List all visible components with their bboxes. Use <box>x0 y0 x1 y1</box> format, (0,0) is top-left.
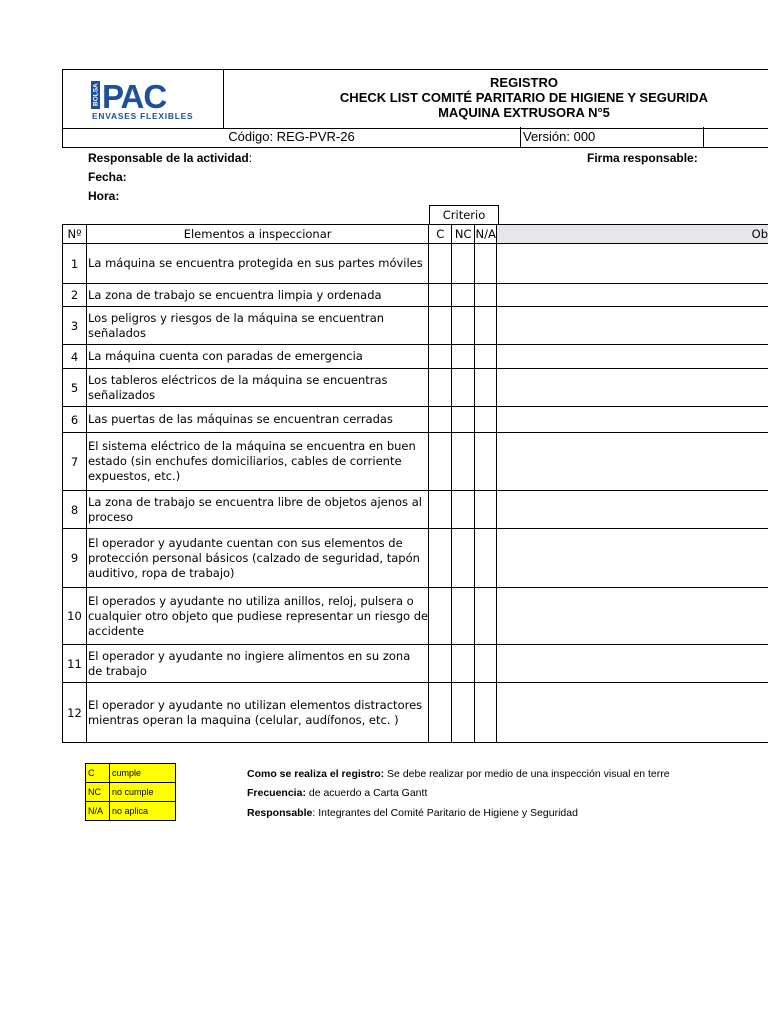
row-element: Las puertas de las máquinas se encuentran cerradas <box>86 407 428 433</box>
cell-obs[interactable] <box>497 683 768 743</box>
cell-na[interactable] <box>475 369 497 407</box>
row-number: 2 <box>63 284 87 307</box>
cell-obs[interactable] <box>497 645 768 683</box>
col-num-header: Nº <box>63 225 87 244</box>
cell-nc[interactable] <box>452 529 475 588</box>
note-como <box>247 768 670 780</box>
table-row <box>63 588 768 645</box>
cell-c[interactable] <box>429 645 452 683</box>
cell-nc[interactable] <box>452 491 475 529</box>
row-element: La zona de trabajo se encuentra limpia y ordenada <box>86 284 428 307</box>
row-element: El operador y ayudante no utilizan elementos distractores mientras operan la maquina (celular, audífonos, etc. ) <box>86 683 428 743</box>
note-como-label: Como se realiza el registro: <box>247 768 385 780</box>
legend-desc: cumple <box>110 764 176 783</box>
row-number: 11 <box>63 645 87 683</box>
pac-logo <box>91 81 211 121</box>
legend-code: NC <box>86 783 110 802</box>
cell-na[interactable] <box>475 645 497 683</box>
table-row <box>63 244 768 284</box>
cell-obs[interactable] <box>497 491 768 529</box>
code-version-row <box>62 127 768 148</box>
cell-na[interactable] <box>475 433 497 491</box>
note-frecuencia <box>247 787 427 799</box>
row-number: 1 <box>63 244 87 284</box>
col-elements-header: Elementos a inspeccionar <box>86 225 428 244</box>
cell-nc[interactable] <box>452 433 475 491</box>
legend-code: N/A <box>86 802 110 821</box>
legend-row <box>86 783 176 802</box>
cell-na[interactable] <box>475 588 497 645</box>
row-number: 3 <box>63 307 87 345</box>
table-header-row <box>63 225 768 244</box>
cell-nc[interactable] <box>452 645 475 683</box>
table-row <box>63 645 768 683</box>
logo-brand-text: PAC <box>102 81 167 115</box>
table-row <box>63 284 768 307</box>
row-number: 7 <box>63 433 87 491</box>
row-element: La máquina cuenta con paradas de emergencia <box>86 345 428 369</box>
row-number: 6 <box>63 407 87 433</box>
cell-obs[interactable] <box>497 307 768 345</box>
cell-obs[interactable] <box>497 244 768 284</box>
row-element: La zona de trabajo se encuentra libre de objetos ajenos al proceso <box>86 491 428 529</box>
cell-c[interactable] <box>429 345 452 369</box>
cell-na[interactable] <box>475 284 497 307</box>
cell-nc[interactable] <box>452 244 475 284</box>
legend-code: C <box>86 764 110 783</box>
cell-c[interactable] <box>429 491 452 529</box>
cell-nc[interactable] <box>452 407 475 433</box>
cell-obs[interactable] <box>497 284 768 307</box>
firma-label: Firma responsable: <box>587 151 698 165</box>
cell-obs[interactable] <box>497 433 768 491</box>
logo-tagline: ENVASES FLEXIBLES <box>92 111 194 121</box>
document-version: Versión: 000 <box>521 127 704 147</box>
cell-na[interactable] <box>475 244 497 284</box>
cell-na[interactable] <box>475 491 497 529</box>
table-row <box>63 369 768 407</box>
row-number: 10 <box>63 588 87 645</box>
title-registro: REGISTRO <box>490 75 558 90</box>
note-como-text: Se debe realizar por medio de una inspección visual en terre <box>384 768 670 780</box>
cell-na[interactable] <box>475 407 497 433</box>
legend-row <box>86 802 176 821</box>
cell-obs[interactable] <box>497 369 768 407</box>
responsable-label: Responsable de la actividad <box>88 151 249 165</box>
logo-vertical-text: BOLSA <box>92 83 100 106</box>
cell-nc[interactable] <box>452 307 475 345</box>
row-number: 8 <box>63 491 87 529</box>
note-responsable <box>247 807 578 819</box>
cell-nc[interactable] <box>452 284 475 307</box>
cell-obs[interactable] <box>497 588 768 645</box>
cell-na[interactable] <box>475 345 497 369</box>
cell-c[interactable] <box>429 307 452 345</box>
table-row <box>63 491 768 529</box>
cell-c[interactable] <box>429 369 452 407</box>
legend-desc: no cumple <box>110 783 176 802</box>
col-na-header: N/A <box>475 225 497 244</box>
note-responsable-text: : Integrantes del Comité Paritario de Higiene y Seguridad <box>312 807 578 819</box>
note-frecuencia-label: Frecuencia: <box>247 787 306 799</box>
cell-na[interactable] <box>475 529 497 588</box>
cell-c[interactable] <box>429 683 452 743</box>
col-c-header: C <box>429 225 452 244</box>
row-element: La máquina se encuentra protegida en sus partes móviles <box>86 244 428 284</box>
row-number: 5 <box>63 369 87 407</box>
legend-desc: no aplica <box>110 802 176 821</box>
cell-obs[interactable] <box>497 345 768 369</box>
cell-nc[interactable] <box>452 683 475 743</box>
cell-nc[interactable] <box>452 588 475 645</box>
responsable-colon: : <box>248 151 253 165</box>
note-responsable-label: Responsable <box>247 807 313 819</box>
cell-obs[interactable] <box>497 407 768 433</box>
row-number: 12 <box>63 683 87 743</box>
inspection-table <box>62 224 768 743</box>
cell-c[interactable] <box>429 244 452 284</box>
cell-na[interactable] <box>475 307 497 345</box>
cell-c[interactable] <box>429 588 452 645</box>
row-element: Los tableros eléctricos de la máquina se encuentras señalizados <box>86 369 428 407</box>
table-row <box>63 407 768 433</box>
criterio-header: Criterio <box>429 205 499 225</box>
responsable-field <box>88 151 252 165</box>
legend-row <box>86 764 176 783</box>
cell-c[interactable] <box>429 284 452 307</box>
cell-nc[interactable] <box>452 369 475 407</box>
title-machine: MAQUINA EXTRUSORA N°5 <box>438 105 610 120</box>
cell-c[interactable] <box>429 407 452 433</box>
row-element: Los peligros y riesgos de la máquina se encuentran señalados <box>86 307 428 345</box>
logo-cell <box>63 70 224 128</box>
row-element: El sistema eléctrico de la máquina se encuentra en buen estado (sin enchufes domiciliarios, cables de corriente expuestos, etc.) <box>86 433 428 491</box>
table-row <box>63 683 768 743</box>
fecha-label: Fecha: <box>88 170 127 184</box>
row-element: El operados y ayudante no utiliza anillos, reloj, pulsera o cualquier otro objeto que pudiese representar un riesgo de accidente <box>86 588 428 645</box>
cell-c[interactable] <box>429 529 452 588</box>
col-nc-header: NC <box>452 225 475 244</box>
table-row <box>63 433 768 491</box>
table-row <box>63 529 768 588</box>
document-code: Código: REG-PVR-26 <box>63 127 521 147</box>
cell-obs[interactable] <box>497 529 768 588</box>
title-block <box>224 75 768 120</box>
hora-label: Hora: <box>88 189 120 203</box>
row-element: El operador y ayudante no ingiere alimentos en su zona de trabajo <box>86 645 428 683</box>
row-number: 4 <box>63 345 87 369</box>
row-element: El operador y ayudante cuentan con sus elementos de protección personal básicos (calzado de seguridad, tapón auditivo, ropa de trabajo) <box>86 529 428 588</box>
title-checklist: CHECK LIST COMITÉ PARITARIO DE HIGIENE Y SEGURIDA <box>339 90 709 105</box>
cell-c[interactable] <box>429 433 452 491</box>
document-header <box>62 69 768 129</box>
note-frecuencia-text: de acuerdo a Carta Gantt <box>305 787 428 799</box>
cell-nc[interactable] <box>452 345 475 369</box>
col-obs-header: Ob <box>497 225 768 244</box>
legend-table <box>85 763 176 821</box>
table-row <box>63 307 768 345</box>
table-row <box>63 345 768 369</box>
row-number: 9 <box>63 529 87 588</box>
cell-na[interactable] <box>475 683 497 743</box>
